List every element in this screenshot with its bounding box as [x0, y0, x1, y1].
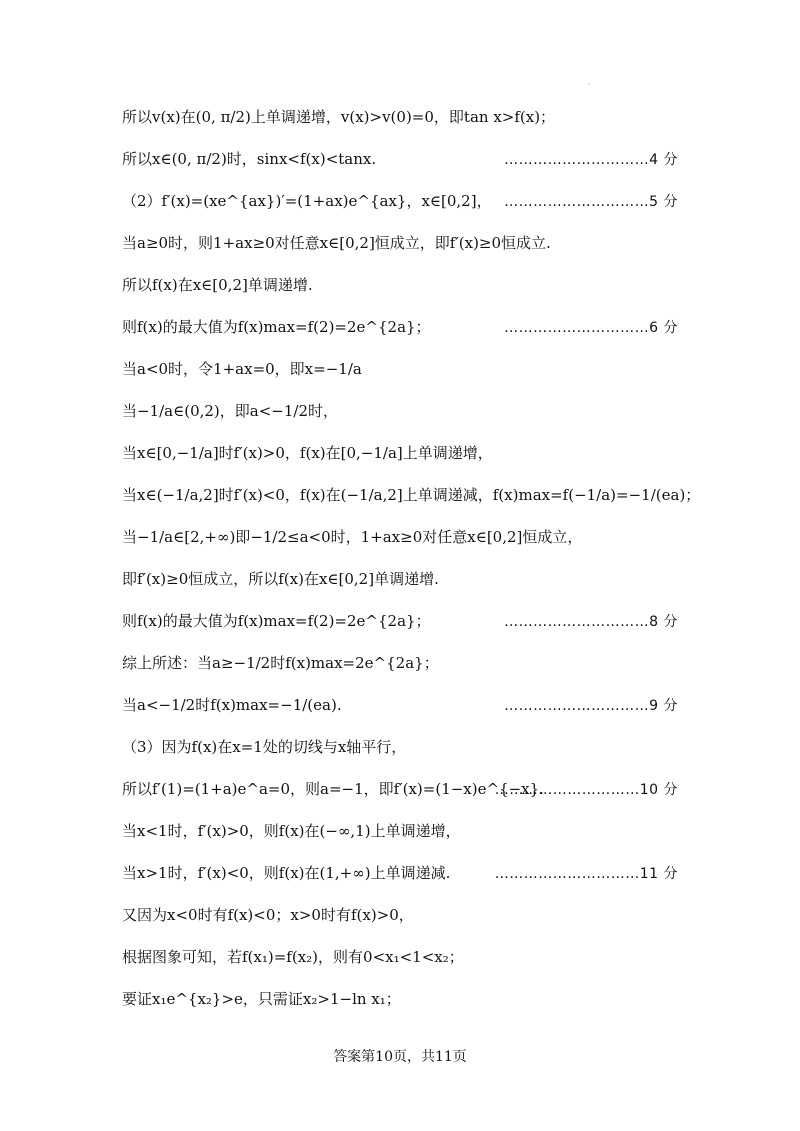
score-mark-4: …………………………4 分: [504, 152, 678, 168]
solution-line-4: 当a≥0时，则1+ax≥0对任意x∈[0,2]恒成立，即f′(x)≥0恒成立.: [122, 234, 551, 252]
solution-line-17: 所以f′(1)=(1+a)e^a=0，则a=−1，即f′(x)=(1−x)e^{−x}.: [122, 780, 544, 798]
score-mark-5: …………………………5 分: [504, 194, 678, 210]
solution-line-8: 当−1/a∈(0,2)，即a<−1/2时，: [122, 402, 338, 420]
solution-line-5: 所以f(x)在x∈[0,2]单调递增.: [122, 276, 313, 294]
solution-line-9: 当x∈[0,−1/a]时f′(x)>0，f(x)在[0,−1/a]上单调递增，: [122, 444, 493, 462]
score-mark-8: …………………………8 分: [504, 614, 678, 630]
solution-line-22: 要证x₁e^{x₂}>e，只需证x₂>1−ln x₁；: [122, 990, 401, 1008]
solution-line-12: 即f′(x)≥0恒成立，所以f(x)在x∈[0,2]单调递增.: [122, 570, 439, 588]
solution-line-20: 又因为x<0时有f(x)<0；x>0时有f(x)>0，: [122, 906, 414, 924]
solution-line-21: 根据图象可知，若f(x₁)=f(x₂)，则有0<x₁<1<x₂；: [122, 948, 464, 966]
solution-line-13: 则f(x)的最大值为f(x)max=f(2)=2e^{2a}；: [122, 612, 431, 630]
score-mark-11: …………………………11 分: [494, 866, 678, 882]
solution-line-1: 所以v(x)在(0, π/2)上单调递增，v(x)>v(0)=0，即tan x>f(x)；: [122, 108, 556, 126]
solution-line-6: 则f(x)的最大值为f(x)max=f(2)=2e^{2a}；: [122, 318, 431, 336]
solution-line-11: 当−1/a∈[2,+∞)即−1/2≤a<0时，1+ax≥0对任意x∈[0,2]恒成立，: [122, 528, 583, 546]
solution-line-14: 综上所述：当a≥−1/2时f(x)max=2e^{2a}；: [122, 654, 439, 672]
solution-line-19: 当x>1时，f′(x)<0，则f(x)在(1,+∞)上单调递减.: [122, 864, 451, 882]
page-footer: 答案第10页，共11页: [333, 1049, 467, 1065]
corner-mark: ·: [588, 80, 591, 89]
solution-line-10: 当x∈(−1/a,2]时f′(x)<0，f(x)在(−1/a,2]上单调递减，f(x)max=f(−1/a)=−1/(ea)；: [122, 486, 701, 504]
score-mark-6: …………………………6 分: [504, 320, 678, 336]
solution-line-7: 当a<0时，令1+ax=0，即x=−1/a: [122, 360, 362, 378]
solution-line-2: 所以x∈(0, π/2)时，sinx<f(x)<tanx.: [122, 150, 377, 168]
solution-line-3: （2）f′(x)=(xe^{ax})′=(1+ax)e^{ax}，x∈[0,2]，: [122, 192, 492, 210]
score-mark-9: …………………………9 分: [504, 698, 678, 714]
score-mark-10: …………………………10 分: [494, 782, 678, 798]
solution-line-18: 当x<1时，f′(x)>0，则f(x)在(−∞,1)上单调递增，: [122, 822, 461, 840]
solution-line-15: 当a<−1/2时f(x)max=−1/(ea).: [122, 696, 342, 714]
solution-line-16: （3）因为f(x)在x=1处的切线与x轴平行，: [122, 738, 407, 756]
